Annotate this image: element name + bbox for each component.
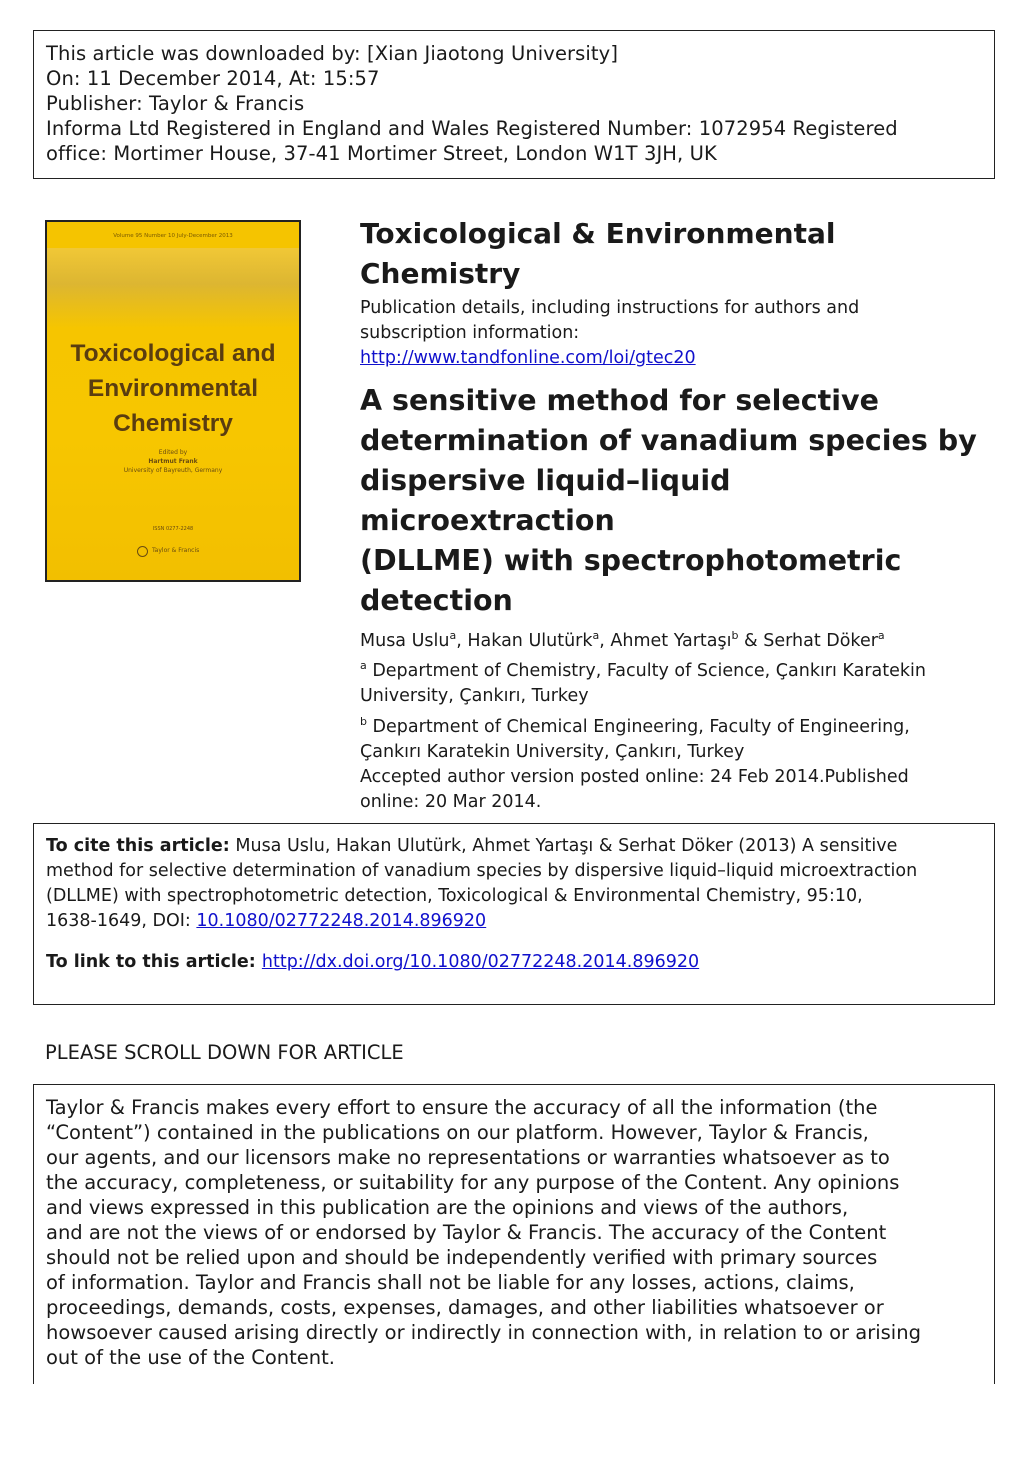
- author-name: Serhat Döker: [763, 631, 878, 651]
- author-separator: &: [738, 631, 764, 651]
- article-title: [360, 381, 990, 621]
- cover-issn: ISSN 0277-2248: [152, 526, 194, 532]
- author-name: Ahmet Yartaşı: [610, 631, 732, 651]
- download-info-line: Publisher: Taylor & Francis: [46, 92, 305, 115]
- cover-volume-line: Volume 95 Number 10 July-December 2013: [113, 233, 233, 239]
- download-info-line: Informa Ltd Registered in England and Wales Registered Number: 1072954 Registered: [46, 117, 898, 140]
- journal-title-line: Chemistry: [360, 257, 521, 290]
- article-info: [360, 214, 990, 815]
- disclaimer-line: should not be relied upon and should be independently verified with primary sources: [46, 1246, 878, 1269]
- disclaimer-line: proceedings, demands, costs, expenses, damages, and other liabilities whatsoever or: [46, 1296, 884, 1319]
- scroll-notice: PLEASE SCROLL DOWN FOR ARTICLE: [45, 1041, 404, 1064]
- author-separator: ,: [599, 631, 611, 651]
- download-info-line: This article was downloaded by: [Xian Jiaotong University]: [46, 42, 619, 65]
- publication-dates: [360, 765, 990, 815]
- publisher-logo-icon: [137, 546, 148, 557]
- publication-dates-line: online: 20 Mar 2014.: [360, 792, 542, 812]
- article-title-line: determination of vanadium species by: [360, 424, 977, 457]
- citation-line: method for selective determination of vanadium species by dispersive liquid–liquid microextraction: [46, 861, 918, 881]
- disclaimer-line: the accuracy, completeness, or suitability for any purpose of the Content. Any opinions: [46, 1171, 900, 1194]
- author-name: Musa Uslu: [360, 631, 450, 651]
- disclaimer-line: out of the use of the Content.: [46, 1346, 335, 1369]
- journal-url-link[interactable]: http://www.tandfonline.com/loi/gtec20: [360, 348, 696, 368]
- cover-editor-affil: University of Bayreuth, Germany: [123, 467, 223, 474]
- disclaimer-line: Taylor & Francis makes every effort to ensure the accuracy of all the information (the: [46, 1096, 878, 1119]
- author-affil-mark: a: [877, 629, 885, 643]
- cover-editor-name: Hartmut Frank: [148, 458, 198, 465]
- affiliation-b: [360, 715, 990, 765]
- article-title-line: (DLLME) with spectrophotometric: [360, 544, 902, 577]
- affiliation-mark: b: [360, 715, 367, 729]
- disclaimer-line: and are not the views of or endorsed by Taylor & Francis. The accuracy of the Content: [46, 1221, 887, 1244]
- journal-title-line: Toxicological & Environmental: [360, 217, 836, 250]
- link-label: To link to this article:: [46, 952, 262, 972]
- download-info-line: office: Mortimer House, 37-41 Mortimer Street, London W1T 3JH, UK: [46, 142, 717, 165]
- publication-details: [360, 296, 990, 371]
- disclaimer-line: and views expressed in this publication are the opinions and views of the authors,: [46, 1196, 849, 1219]
- article-title-line: A sensitive method for selective: [360, 384, 879, 417]
- publication-details-line: subscription information:: [360, 323, 580, 343]
- citation-line: Musa Uslu, Hakan Ulutürk, Ahmet Yartaşı & Serhat Döker (2013) A sensitive: [229, 836, 898, 856]
- author-affil-mark: a: [592, 629, 600, 643]
- cover-decorative-band: [47, 248, 299, 328]
- journal-title: [360, 214, 990, 294]
- citation-line: (DLLME) with spectrophotometric detection, Toxicological & Environmental Chemistry, 95:10,: [46, 886, 863, 906]
- affiliation-mark: a: [360, 659, 367, 673]
- author-separator: ,: [456, 631, 468, 651]
- affiliation-line: Department of Chemical Engineering, Faculty of Engineering,: [366, 717, 910, 737]
- disclaimer-line: howsoever caused arising directly or indirectly in connection with, in relation to or arising: [46, 1321, 921, 1344]
- doi-link[interactable]: 10.1080/02772248.2014.896920: [196, 911, 487, 931]
- citation-line: 1638-1649, DOI:: [46, 911, 197, 931]
- cover-edited-by: Edited by: [158, 449, 188, 456]
- affiliation-line: University, Çankırı, Turkey: [360, 686, 589, 706]
- cover-title: [47, 336, 299, 441]
- article-url-link[interactable]: http://dx.doi.org/10.1080/02772248.2014.896920: [261, 952, 700, 972]
- publication-dates-line: Accepted author version posted online: 24 Feb 2014.Published: [360, 767, 909, 787]
- cover-title-line: Chemistry: [113, 410, 233, 437]
- cover-editor: [47, 448, 299, 475]
- affiliation-line: Çankırı Karatekin University, Çankırı, Turkey: [360, 742, 745, 762]
- author-affil-mark: a: [449, 629, 457, 643]
- affiliation-a: [360, 659, 990, 709]
- author-name: Hakan Ulutürk: [467, 631, 593, 651]
- disclaimer-box: [33, 1084, 995, 1384]
- author-list: [360, 629, 990, 653]
- download-info-line: On: 11 December 2014, At: 15:57: [46, 67, 380, 90]
- journal-cover-image: [45, 220, 301, 582]
- publisher-logo: [137, 545, 217, 559]
- citation-box: [33, 823, 995, 1005]
- disclaimer-line: of information. Taylor and Francis shall not be liable for any losses, actions, claims,: [46, 1271, 855, 1294]
- cover-title-line: Toxicological and: [70, 340, 276, 367]
- author-affil-mark: b: [731, 629, 739, 643]
- citation-text: [46, 834, 982, 859]
- publication-details-line: Publication details, including instructions for authors and: [360, 298, 860, 318]
- cite-label: To cite this article:: [46, 836, 230, 856]
- article-title-line: detection: [360, 584, 513, 617]
- cover-title-line: Environmental: [87, 375, 259, 402]
- article-title-line: dispersive liquid–liquid microextraction: [360, 464, 731, 537]
- download-info-box: [33, 30, 995, 179]
- affiliation-line: Department of Chemistry, Faculty of Science, Çankırı Karatekin: [366, 661, 926, 681]
- disclaimer-line: our agents, and our licensors make no representations or warranties whatsoever as to: [46, 1146, 890, 1169]
- publisher-logo-text: Taylor & Francis: [152, 547, 200, 554]
- disclaimer-line: “Content”) contained in the publications on our platform. However, Taylor & Francis,: [46, 1121, 869, 1144]
